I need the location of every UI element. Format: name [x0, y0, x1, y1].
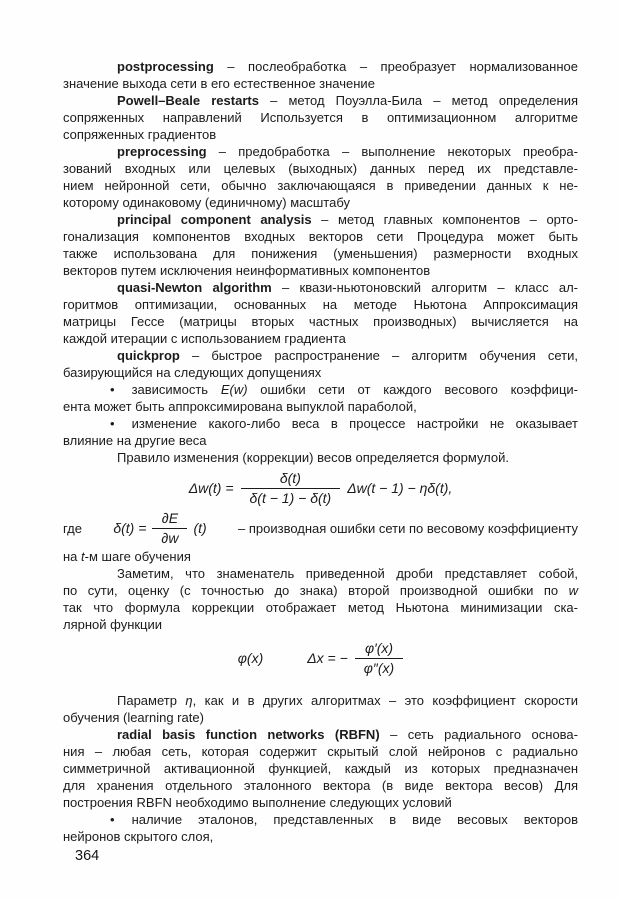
text-line: которому одинаковому (единичному) масштабу	[63, 195, 350, 210]
text-line: radial basis function networks (RBFN) – сеть радиального основа-	[117, 727, 578, 742]
delta-x-equals: Δx = −	[307, 650, 348, 666]
text-line: ента может быть аппроксимирована выпуклой параболой,	[63, 399, 417, 414]
where-formula	[113, 510, 206, 547]
bullet-icon: •	[110, 416, 115, 431]
text-line: quasi-Newton algorithm – квази-ньютоновский алгоритм – класс ал-	[117, 280, 578, 295]
text-line: обучения (learning rate)	[63, 710, 204, 725]
fraction-denominator: ∂w	[152, 528, 187, 547]
fraction-denominator: δ(t − 1) − δ(t)	[241, 488, 341, 507]
formula-delta-w	[63, 470, 578, 507]
bullet-icon: •	[110, 382, 115, 397]
entry-preprocessing	[63, 143, 578, 211]
fraction-numerator: δ(t)	[279, 470, 301, 486]
fraction-numerator: ∂E	[161, 510, 179, 526]
where-prefix: где	[63, 521, 82, 536]
formula-lhs: Δw(t) =	[188, 480, 234, 496]
text-line: также использована для понижения (уменьшения) размерности входных	[63, 246, 578, 261]
paragraph-step-line	[63, 548, 578, 565]
text-line: postprocessing – послеобработка – преобразует нормализованное	[117, 59, 578, 74]
text-line: симметричной активационной функцией, каждый из которых предназначен	[63, 761, 578, 776]
text-line: principal component analysis – метод главных компонентов – орто-	[117, 212, 578, 227]
text-line: нием нейронной сети, обычно заключающаяся в приведении данных к не-	[63, 178, 578, 193]
entry-quasi-newton-algorithm	[63, 279, 578, 347]
paragraph-denominator-note	[63, 565, 578, 633]
bullet-assumption-weights	[63, 415, 578, 449]
entry-postprocessing	[63, 58, 578, 92]
text-line: построения RBFN необходимо выполнение следующих условий	[63, 795, 452, 810]
text-line: Заметим, что знаменатель приведенной дроби представляет собой,	[117, 566, 578, 581]
text-line: на t-м шаге обучения	[63, 549, 191, 564]
formula-argument: (t)	[193, 520, 207, 536]
paragraph-eta-parameter	[63, 692, 578, 726]
fraction	[241, 470, 341, 507]
text-line: так что формула коррекции отображает метод Ньютона минимизации ска-	[63, 600, 578, 615]
text-line: Параметр η, как и в других алгоритмах – это коэффициент скорости	[117, 693, 578, 708]
text-line: Powell–Beale restarts – метод Поуэлла-Била – метод определения	[117, 93, 578, 108]
text-line: Правило изменения (коррекции) весов определяется формулой.	[117, 450, 509, 465]
text-line: базирующийся на следующих допущениях	[63, 365, 322, 380]
text-line: quickprop – быстрое распространение – алгоритм обучения сети,	[117, 348, 578, 363]
text-line: preprocessing – предобработка – выполнение некоторых преобра-	[117, 144, 578, 159]
bullet-icon: •	[110, 812, 115, 827]
fraction	[152, 510, 187, 547]
text-line: для хранения отдельного эталонного вектора (в виде вектора весов) Для	[63, 778, 578, 793]
text-line: сопряженных градиентов	[63, 127, 217, 142]
page-content	[63, 58, 578, 845]
text-line: зований входных или целевых (выходных) данных перед их представле-	[63, 161, 578, 176]
text-line: горитмов оптимизации, основанных на методе Ньютона Аппроксимация	[63, 297, 578, 312]
text-line: векторов путем исключения неинформативных компонентов	[63, 263, 431, 278]
text-line: • изменение какого-либо веса в процессе настройки не оказывает	[110, 416, 578, 431]
delta-definition: δ(t) =	[113, 520, 147, 536]
entry-principal-component-analysis	[63, 211, 578, 279]
fraction-numerator: φ′(x)	[364, 640, 394, 656]
where-description: – производная ошибки сети по весовому коэффициенту	[238, 521, 578, 536]
bullet-rbfn-condition	[63, 811, 578, 845]
page-number: 364	[75, 848, 100, 864]
text-line: влияние на другие веса	[63, 433, 207, 448]
text-line: ния – любая сеть, которая содержит скрытый слой нейронов с радиально	[63, 744, 578, 759]
fraction	[355, 640, 403, 677]
phi-function: φ(x)	[237, 650, 264, 666]
text-line: по сути, оценку (с точностью до знака) второй производной ошибки по w	[63, 583, 578, 598]
where-clause	[63, 510, 578, 547]
formula-newton	[63, 640, 578, 677]
text-line: гонализация компонентов входных векторов сети Процедура может быть	[63, 229, 578, 244]
text-line: • наличие эталонов, представленных в виде весовых векторов	[110, 812, 578, 827]
text-line: матрицы Гессе (матрицы вторых частных производных) вычисляется на	[63, 314, 578, 329]
entry-powell-beale-restarts	[63, 92, 578, 143]
fraction-denominator: φ″(x)	[355, 658, 403, 677]
entry-rbfn	[63, 726, 578, 811]
text-line: каждой итерации с использованием градиента	[63, 331, 346, 346]
text-line: лярной функции	[63, 617, 163, 632]
bullet-assumption-parabola	[63, 381, 578, 415]
text-line: сопряженных направлений Используется в оптимизационном алгоритме	[63, 110, 578, 125]
paragraph-rule-intro	[63, 449, 578, 466]
entry-quickprop	[63, 347, 578, 381]
text-line: • зависимость E(w) ошибки сети от каждого весового коэффици-	[110, 382, 578, 397]
formula-rhs: Δw(t − 1) − ηδ(t),	[347, 480, 453, 496]
text-line: нейронов скрытого слоя,	[63, 829, 214, 844]
text-line: значение выхода сети в его естественное значение	[63, 76, 375, 91]
